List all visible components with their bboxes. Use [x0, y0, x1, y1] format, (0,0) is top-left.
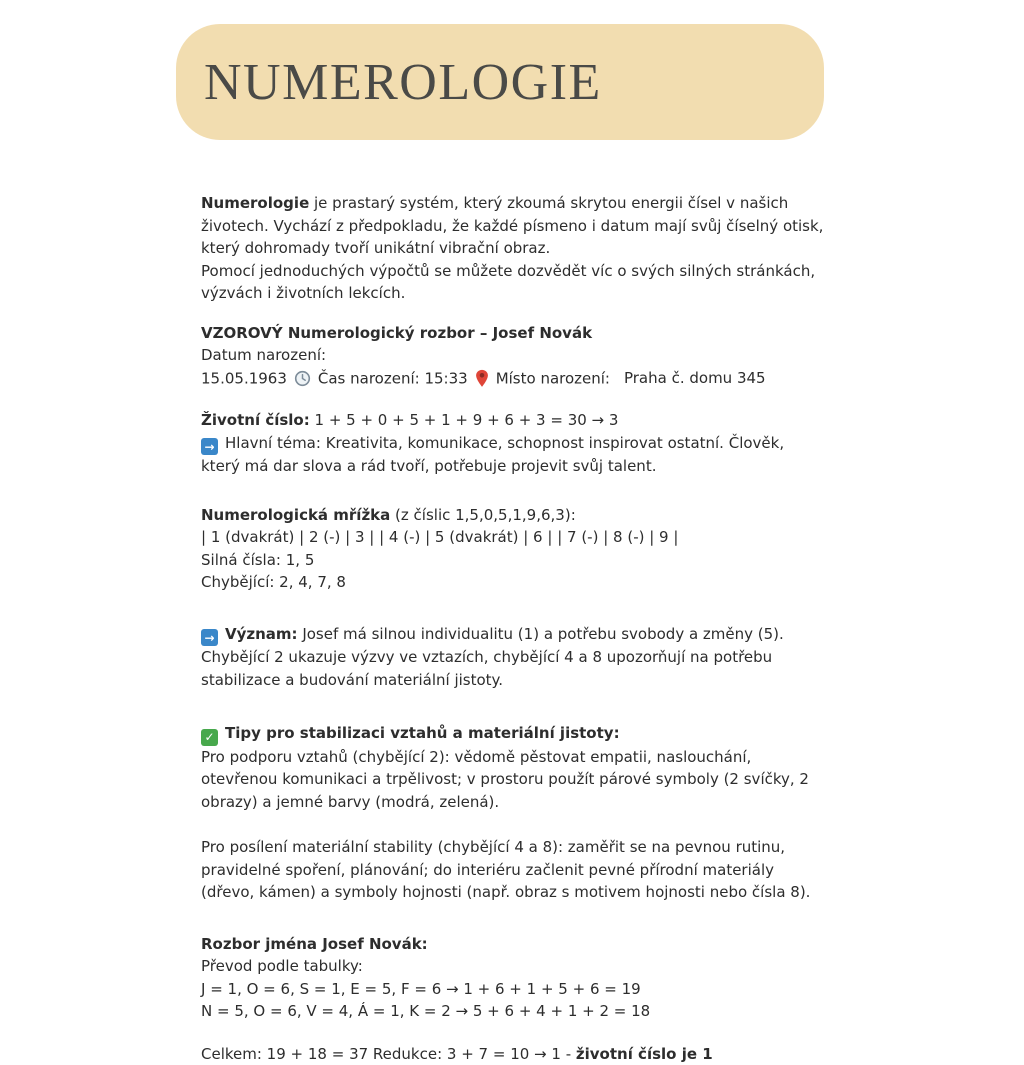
birth-place-label: Místo narození: [495, 368, 610, 387]
life-number-line [201, 409, 825, 432]
title-ribbon [176, 24, 824, 140]
sample-heading: VZOROVÝ Numerologický rozbor – Josef Novák [201, 323, 593, 342]
meaning-label: Význam: [225, 624, 298, 643]
birth-details-line [201, 367, 825, 390]
grid-heading-suffix: (z číslic 1,5,0,5,1,9,6,3): [390, 505, 576, 524]
birth-place-value: Praha č. domu 345 [623, 368, 766, 387]
name-calc-josef: J = 1, O = 6, S = 1, E = 5, F = 6 → 1 + 6 + 1 + 5 + 6 = 19 [201, 979, 641, 998]
arrow-icon: → [201, 438, 218, 455]
tips-heading: Tipy pro stabilizaci vztahů a materiální jistoty: [225, 724, 620, 743]
arrow-icon: → [201, 629, 218, 646]
intro-line-1 [201, 192, 825, 260]
location-pin-icon [475, 369, 489, 388]
numerology-grid-section [201, 504, 825, 594]
life-number-theme-line [201, 432, 825, 478]
life-number-calc: 1 + 5 + 0 + 5 + 1 + 9 + 6 + 3 = 30 → 3 [314, 411, 619, 430]
tips-relationships-paragraph: Pro podporu vztahů (chybějící 2): vědomě pěstovat empatii, naslouchání, otevřenou komunikaci a trpělivost; v prostoru použít párové symboly (2 svíčky, 2 obrazy) a jemné barvy (modrá, zelená). [201, 747, 809, 811]
grid-heading: Numerologická mřížka [201, 505, 391, 524]
intro-paragraph [201, 192, 825, 305]
document-body [201, 192, 825, 1065]
tips-stability-paragraph: Pro posílení materiální stability (chybějící 4 a 8): zaměřit se na pevnou rutinu, pravidelné spoření, plánování; do interiéru začlenit pevné přírodní materiály (dřevo, kámen) a symboly hojnosti (např. obraz s motivem hojnosti nebo čísla 8). [201, 838, 811, 902]
name-analysis-intro: Převod podle tabulky: [201, 957, 363, 976]
total-prefix: Celkem: 19 + 18 = 37 Redukce: 3 + 7 = 10 → 1 - [201, 1044, 576, 1063]
meaning-text: Josef má silnou individualitu (1) a potřebu svobody a změny (5). Chybějící 2 ukazuje výzvy ve vztazích, chybějící 4 a 8 upozorňují na potřebu stabilizace a budování materiální jistoty. [201, 624, 784, 689]
total-result: životní číslo je 1 [575, 1044, 713, 1063]
tips-heading-line [201, 722, 825, 746]
life-number-section [201, 409, 825, 478]
tips-section [201, 722, 825, 813]
total-line [201, 1043, 825, 1065]
intro-line-2: Pomocí jednoduchých výpočtů se můžete dozvědět víc o svých silných stránkách, výzvách i životních lekcích. [201, 261, 816, 302]
life-number-label: Životní číslo: [201, 411, 310, 430]
clock-icon [294, 370, 311, 387]
birth-time-value: Čas narození: 15:33 [317, 368, 468, 387]
birth-date-label: Datum narození: [201, 346, 327, 364]
strong-numbers: Silná čísla: 1, 5 [201, 550, 315, 569]
name-analysis-heading: Rozbor jména Josef Novák: [201, 934, 428, 953]
name-calc-novak: N = 5, O = 6, V = 4, Á = 1, K = 2 → 5 + 6 + 4 + 1 + 2 = 18 [201, 1002, 651, 1021]
page-title: NUMEROLOGIE [204, 53, 602, 111]
meaning-section [201, 623, 825, 692]
birth-date-value: 15.05.1963 [201, 368, 287, 387]
name-analysis-section [201, 933, 825, 1023]
grid-row-values: | 1 (dvakrát) | 2 (-) | 3 | | 4 (-) | 5 (dvakrát) | 6 | | 7 (-) | 8 (-) | 9 | [201, 528, 679, 547]
intro-keyword: Numerologie [201, 194, 310, 212]
missing-numbers: Chybějící: 2, 4, 7, 8 [201, 573, 346, 592]
grid-heading-line [201, 504, 825, 527]
intro-text: je prastarý systém, který zkoumá skrytou energii čísel v našich životech. Vychází z předpokladu, že každé písmeno i datum mají svůj číselný otisk, který dohromady tvoří unikátní vibrační obraz. [201, 194, 824, 257]
check-icon: ✓ [201, 729, 218, 746]
life-number-theme: Hlavní téma: Kreativita, komunikace, schopnost inspirovat ostatní. Člověk, který má dar slova a rád tvoří, potřebuje projevit svůj talent. [201, 433, 785, 476]
sample-analysis-section [201, 322, 825, 390]
